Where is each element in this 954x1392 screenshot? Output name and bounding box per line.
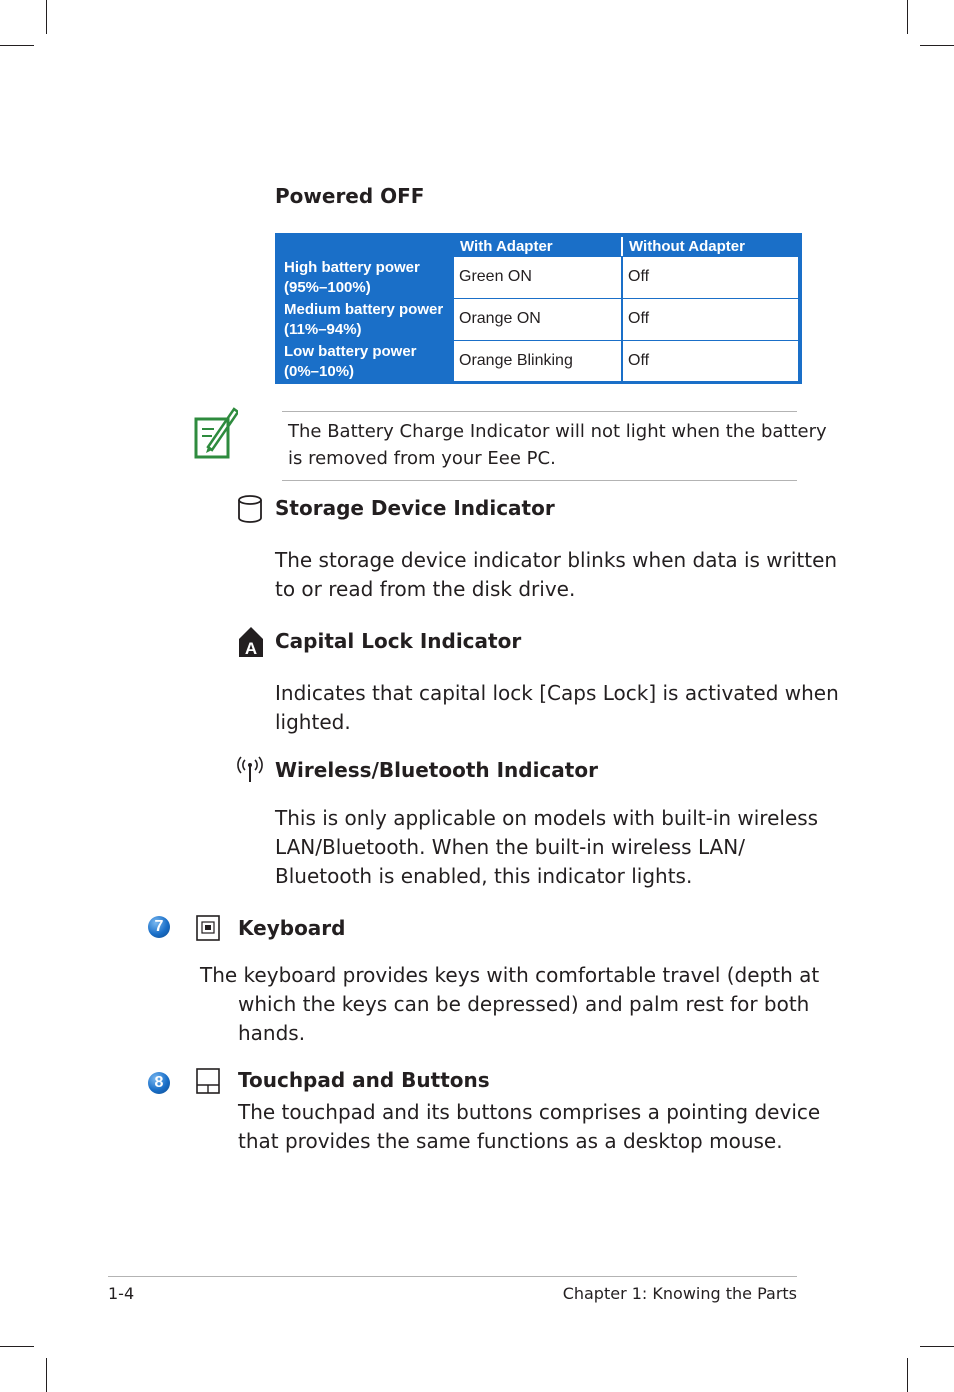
battery-status-table [275,233,802,384]
caps-lock-icon [238,626,264,658]
capslock-line: lighted. [275,710,351,734]
touchpad-body [238,1098,820,1156]
wireless-line: This is only applicable on models with built-in wireless [275,806,819,830]
keyboard-heading: Keyboard [238,916,346,940]
row-label [284,258,456,298]
storage-body [275,546,837,604]
storage-icon [236,494,264,524]
capslock-line: Indicates that capital lock [Caps Lock] is activated when [275,681,839,705]
keyboard-line: hands. [238,1021,306,1045]
row-label-range: (0%–10%) [284,363,355,380]
touchpad-line: The touchpad and its buttons comprises a pointing device [238,1100,821,1124]
note-rule-top [282,411,797,412]
keyboard-body [200,961,819,1048]
table-cell: Orange Blinking [454,341,621,381]
table-cell: Green ON [454,257,621,298]
crop-mark [920,1346,954,1347]
note-icon [194,405,238,459]
crop-mark [907,0,908,34]
header-divider [621,237,623,256]
table-cell: Orange ON [454,299,621,340]
crop-mark [0,45,34,46]
chapter-title: Chapter 1: Knowing the Parts [562,1284,797,1303]
crop-mark [46,1358,47,1392]
capslock-body [275,679,839,737]
note-line: is removed from your Eee PC. [288,448,556,469]
note-line: The Battery Charge Indicator will not light when the battery [288,421,827,442]
wireless-line: Bluetooth is enabled, this indicator lights. [275,864,693,888]
number-badge-8: 8 [148,1072,170,1094]
crop-mark [907,1358,908,1392]
keyboard-line: which the keys can be depressed) and palm rest for both [238,992,810,1016]
row-label [284,342,456,382]
crop-mark [0,1346,34,1347]
keyboard-icon [196,915,220,941]
page-number: 1-4 [108,1284,135,1303]
table-cell: Off [623,257,798,298]
storage-line: The storage device indicator blinks when data is written [275,548,838,572]
powered-off-heading: Powered OFF [275,184,425,208]
keyboard-line: The keyboard provides keys with comfortable travel (depth at [200,963,820,987]
touchpad-icon [196,1068,220,1094]
row-label-range: (95%–100%) [284,279,371,296]
crop-mark [920,45,954,46]
table-cell: Off [623,341,798,381]
wireless-line: LAN/Bluetooth. When the built-in wireless LAN/ [275,835,745,859]
row-label-line: Medium battery power [284,301,444,318]
row-label-line: High battery power [284,259,420,276]
table-cell: Off [623,299,798,340]
header-with-adapter: With Adapter [460,238,553,255]
capslock-heading: Capital Lock Indicator [275,629,522,653]
note-text [288,418,827,472]
crop-mark [46,0,47,34]
row-label-line: Low battery power [284,343,417,360]
storage-line: to or read from the disk drive. [275,577,576,601]
number-badge-7: 7 [148,916,170,938]
wireless-body [275,804,818,891]
touchpad-line: that provides the same functions as a desktop mouse. [238,1129,783,1153]
storage-heading: Storage Device Indicator [275,496,555,520]
wireless-icon [236,756,264,784]
row-label [284,300,456,340]
wireless-heading: Wireless/Bluetooth Indicator [275,758,598,782]
note-rule-bottom [282,480,797,481]
row-label-range: (11%–94%) [284,321,362,338]
touchpad-heading: Touchpad and Buttons [238,1068,490,1092]
caps-lock-letter: A [244,639,258,658]
header-without-adapter: Without Adapter [629,238,745,255]
footer-rule [108,1276,797,1277]
